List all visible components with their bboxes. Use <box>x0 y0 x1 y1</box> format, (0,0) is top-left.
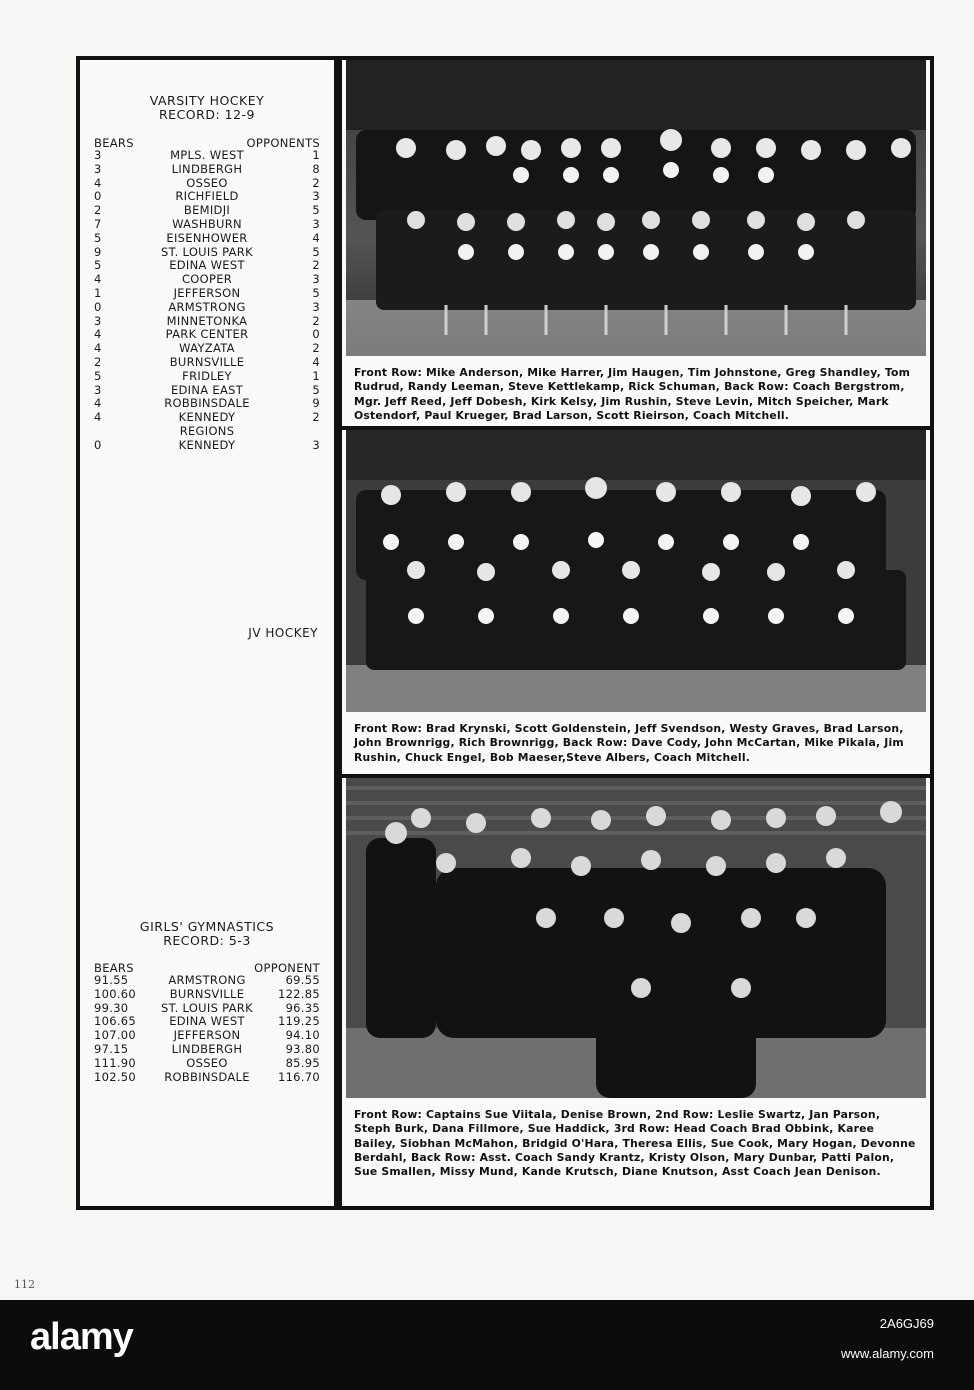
jv-title: JV HOCKEY <box>248 626 318 640</box>
team-name: JEFFERSON <box>173 1028 241 1043</box>
varsity-team-photo <box>346 60 926 356</box>
gymnastics-col-opponent: OPPONENT <box>254 961 320 975</box>
team-name: WAYZATA <box>179 341 235 356</box>
result-row <box>80 259 334 273</box>
team-name: REGIONS <box>179 423 235 438</box>
bears-score: 0 <box>94 189 102 204</box>
result-row <box>80 315 334 329</box>
team-name: ST. LOUIS PARK <box>161 1000 253 1015</box>
bears-score: 3 <box>94 382 102 397</box>
bears-score: 4 <box>94 410 102 425</box>
opponent-score: 4 <box>312 230 320 245</box>
result-row <box>80 328 334 342</box>
opponent-score: 1 <box>312 148 320 162</box>
gymnastics-team-photo <box>346 778 926 1098</box>
opponent-score: 5 <box>312 244 320 259</box>
team-name: FRIDLEY <box>182 368 232 383</box>
bears-score: 0 <box>94 437 102 452</box>
team-name: BURNSVILLE <box>169 354 245 369</box>
team-name: KENNEDY <box>178 410 236 425</box>
opponent-score: 96.35 <box>285 1000 320 1015</box>
team-name: ROBBINSDALE <box>164 396 250 411</box>
gymnastics-photo-image <box>346 778 926 1098</box>
varsity-panel <box>342 60 930 426</box>
result-row <box>80 397 334 411</box>
page-number: 112 <box>14 1278 35 1291</box>
opponent-score: 69.55 <box>285 973 320 987</box>
bears-score: 5 <box>94 258 102 273</box>
opponent-score: 3 <box>312 272 320 287</box>
team-name: PARK CENTER <box>165 327 249 342</box>
bears-score: 97.15 <box>94 1041 129 1056</box>
bears-score: 7 <box>94 216 102 231</box>
bears-score: 4 <box>94 327 102 342</box>
varsity-title: VARSITY HOCKEY <box>149 93 265 108</box>
team-name: EDINA WEST <box>169 258 245 273</box>
bears-score: 5 <box>94 230 102 245</box>
team-name: LINDBERGH <box>171 1041 243 1056</box>
opponent-score: 2 <box>312 341 320 356</box>
jv-caption: Front Row: Brad Krynski, Scott Goldenstein, Jeff Svendson, Westy Graves, Brad Larson, John Brownrigg, Rich Brownrigg, Back Row: Dave Cody, John McCartan, Mike Pikala, Jim Rushin, Chuck Engel, Bob Maeser,Steve Albers, Coach Mitchell. <box>354 722 904 764</box>
team-name: EDINA WEST <box>169 1014 245 1029</box>
opponent-score: 2 <box>312 175 320 190</box>
bears-score: 0 <box>94 299 102 314</box>
opponent-score: 94.10 <box>285 1028 320 1043</box>
opponent-score: 5 <box>312 285 320 300</box>
team-name: BEMIDJI <box>183 203 231 218</box>
stock-footer <box>0 1300 974 1390</box>
varsity-photo-image <box>346 60 926 356</box>
opponent-score: 5 <box>312 382 320 397</box>
result-row <box>80 1029 334 1043</box>
result-row <box>80 232 334 246</box>
bears-score: 2 <box>94 203 102 218</box>
team-name: OSSEO <box>186 175 228 190</box>
opponent-score: 93.80 <box>285 1041 320 1056</box>
opponent-score: 122.85 <box>277 986 320 1001</box>
result-row <box>80 342 334 356</box>
result-row <box>80 356 334 370</box>
result-row <box>80 1043 334 1057</box>
result-row <box>80 370 334 384</box>
varsity-record: RECORD: 12-9 <box>158 107 255 122</box>
bears-score: 100.60 <box>94 986 137 1001</box>
opponent-score: 116.70 <box>277 1069 320 1084</box>
result-row <box>80 425 334 439</box>
opponent-score: 8 <box>312 161 320 176</box>
result-row <box>80 246 334 260</box>
bears-score: 3 <box>94 148 102 162</box>
result-row <box>80 177 334 191</box>
varsity-caption: Front Row: Mike Anderson, Mike Harrer, Jim Haugen, Tim Johnstone, Greg Shandley, Tom Rudrud, Randy Leeman, Steve Kettlekamp, Rick Schuman, Back Row: Coach Bergstrom, Mgr. Jeff Reed, Jeff Dobesh, Kirk Kelsy, Jim Rushin, Steve Levin, Mitch Speicher, Mark Ostendorf, Paul Krueger, Brad Larson, Scott Rieirson, Coach Mitchell. <box>354 366 911 422</box>
result-row <box>80 439 334 453</box>
result-row <box>80 411 334 425</box>
result-row <box>80 1057 334 1071</box>
gymnastics-title: GIRLS' GYMNASTICS <box>139 919 275 934</box>
records-column <box>80 60 334 1206</box>
opponent-score: 0 <box>312 327 320 342</box>
opponent-score: 2 <box>312 410 320 425</box>
result-row <box>80 163 334 177</box>
result-row <box>80 204 334 218</box>
stock-url: www.alamy.com <box>841 1346 934 1361</box>
bears-score: 91.55 <box>94 973 129 987</box>
gymnastics-caption: Front Row: Captains Sue Viitala, Denise Brown, 2nd Row: Leslie Swartz, Jan Parson, Steph Burk, Dana Fillmore, Sue Haddick, 3rd Row: Head Coach Brad Obbink, Karee Bailey, Siobhan McMahon, Bridgid O'Hara, Theresa Ellis, Sue Cook, Mary Hogan, Devonne Berdahl, Back Row: Asst. Coach Sandy Krantz, Kristy Olson, Mary Dunbar, Patti Palon, Sue Smallen, Missy Mund, Kande Krutsch, Diane Knutson, Asst Coach Jean Denison. <box>354 1108 916 1179</box>
team-name: BURNSVILLE <box>169 986 245 1001</box>
team-name: COOPER <box>181 272 233 287</box>
opponent-score: 5 <box>312 203 320 218</box>
team-name: MPLS. WEST <box>170 148 244 162</box>
bears-score: 107.00 <box>94 1028 137 1043</box>
opponent-score: 9 <box>312 396 320 411</box>
opponent-score: 2 <box>312 258 320 273</box>
result-row <box>80 384 334 398</box>
opponent-score: 4 <box>312 354 320 369</box>
result-row <box>80 190 334 204</box>
gymnastics-panel <box>342 778 930 1206</box>
jv-photo-image <box>346 430 926 712</box>
team-name: JEFFERSON <box>173 285 241 300</box>
bears-score: 4 <box>94 341 102 356</box>
alamy-logo: alamy <box>30 1316 133 1358</box>
team-name: WASHBURN <box>172 216 242 231</box>
result-row <box>80 287 334 301</box>
bears-score: 99.30 <box>94 1000 129 1015</box>
team-name: ARMSTRONG <box>168 973 246 987</box>
opponent-score: 3 <box>312 189 320 204</box>
result-row <box>80 1015 334 1029</box>
opponent-score: 2 <box>312 313 320 328</box>
result-row <box>80 273 334 287</box>
opponent-score: 1 <box>312 368 320 383</box>
opponent-score: 119.25 <box>277 1014 320 1029</box>
team-name: MINNETONKA <box>166 313 248 328</box>
result-row <box>80 1071 334 1085</box>
bears-score: 102.50 <box>94 1069 137 1084</box>
gymnastics-results <box>80 974 334 1084</box>
opponent-score: 3 <box>312 437 320 452</box>
team-name: OSSEO <box>186 1055 228 1070</box>
stock-image-id: 2A6GJ69 <box>879 1316 934 1331</box>
bears-score: 1 <box>94 285 102 300</box>
bears-score: 4 <box>94 175 102 190</box>
opponent-score: 3 <box>312 216 320 231</box>
gymnastics-record: RECORD: 5-3 <box>163 933 251 948</box>
result-row <box>80 301 334 315</box>
bears-score: 9 <box>94 244 102 259</box>
team-name: KENNEDY <box>178 437 236 452</box>
team-name: ROBBINSDALE <box>164 1069 250 1084</box>
bears-score: 4 <box>94 272 102 287</box>
result-row <box>80 149 334 163</box>
jv-panel <box>342 430 930 774</box>
bears-score: 106.65 <box>94 1014 137 1029</box>
team-name: LINDBERGH <box>171 161 243 176</box>
bears-score: 4 <box>94 396 102 411</box>
gymnastics-col-bears: BEARS <box>94 961 134 975</box>
result-row <box>80 974 334 988</box>
varsity-col-opponents: OPPONENTS <box>246 136 320 150</box>
opponent-score: 85.95 <box>285 1055 320 1070</box>
team-name: RICHFIELD <box>175 189 239 204</box>
team-name: ARMSTRONG <box>168 299 246 314</box>
result-row <box>80 218 334 232</box>
varsity-col-bears: BEARS <box>94 136 134 150</box>
bears-score: 3 <box>94 313 102 328</box>
team-name: ST. LOUIS PARK <box>161 244 253 259</box>
team-name: EDINA EAST <box>170 382 244 397</box>
bears-score: 5 <box>94 368 102 383</box>
bears-score: 2 <box>94 354 102 369</box>
team-name: EISENHOWER <box>166 230 248 245</box>
opponent-score: 3 <box>312 299 320 314</box>
result-row <box>80 1002 334 1016</box>
bears-score: 111.90 <box>94 1055 137 1070</box>
result-row <box>80 988 334 1002</box>
bears-score: 3 <box>94 161 102 176</box>
varsity-results <box>80 149 334 453</box>
jv-team-photo <box>346 430 926 712</box>
